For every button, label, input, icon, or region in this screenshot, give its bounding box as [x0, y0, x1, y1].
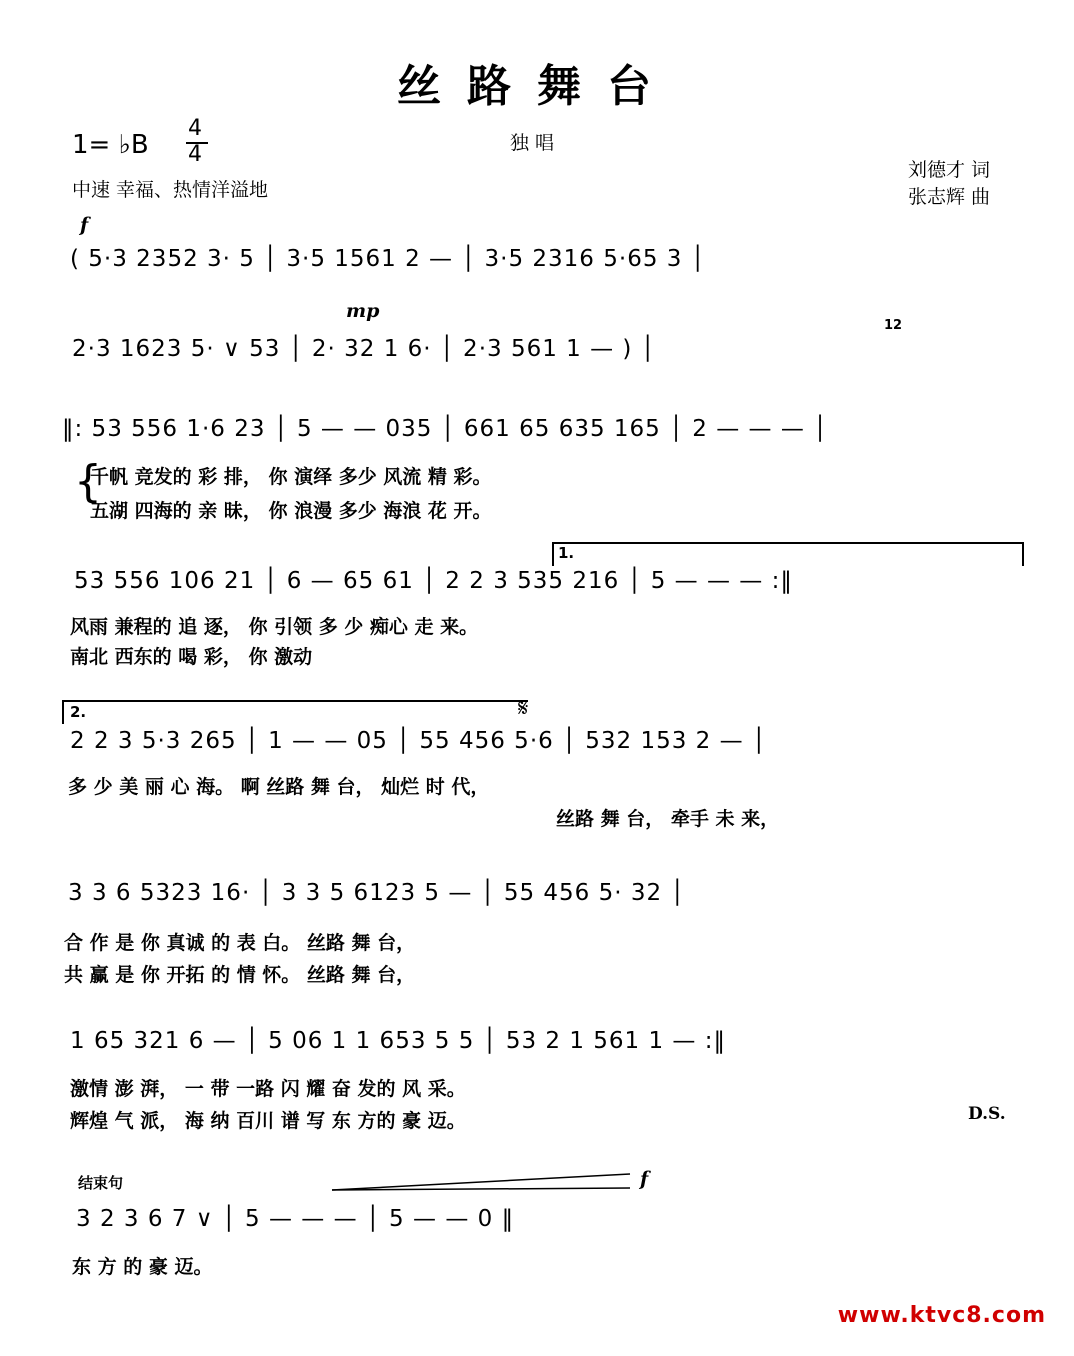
volta-bracket-2: [62, 700, 528, 724]
segno-sign: 𝄋: [518, 694, 529, 722]
lyrics-row-ending: 东 方 的 豪 迈。: [72, 1256, 213, 1278]
dynamic-forte: f: [80, 214, 89, 236]
lyrics-row-4-verse-1: 风雨 兼程的 追 逐， 你 引领 多 少 痴心 走 来。: [70, 616, 479, 638]
grace-notes: 12: [884, 318, 903, 333]
notation-row-1: ( 5·3 2352 3· 5 │ 3·5 1561 2 — │ 3·5 2316 5·65 3 │: [70, 246, 706, 272]
volta-bracket-1: [552, 542, 1024, 566]
ending-label: 结束句: [78, 1174, 124, 1192]
verse-brace: {: [74, 456, 102, 507]
lyrics-row-3-verse-2: 五湖 四海的 亲 昧， 你 浪漫 多少 海浪 花 开。: [90, 500, 492, 522]
right-watermark-strip: [1058, 0, 1072, 1356]
tempo-marking: 中速 幸福、热情洋溢地: [72, 179, 269, 201]
lyrics-row-5-verse-2: 丝路 舞 台， 牵手 未 来，: [556, 808, 780, 830]
lyrics-row-7-verse-1: 激情 澎 湃， 一 带 一路 闪 耀 奋 发的 风 采。: [70, 1078, 466, 1100]
notation-row-6: 3 3 6 5323 16· │ 3 3 5 6123 5 — │ 55 456 5· 32 │: [68, 880, 686, 906]
time-signature-bottom: 4: [188, 142, 202, 167]
volta-label-2: 2.: [70, 703, 87, 721]
notation-row-3: ‖: 53 556 1·6 23 │ 5 — — 035 │ 661 65 635 165 │ 2 — — — │: [62, 416, 829, 442]
key-signature: 1= ♭B: [72, 130, 149, 160]
page-title: 丝路舞台: [397, 61, 677, 112]
time-signature-top: 4: [188, 116, 202, 141]
dynamic-forte-ending: f: [640, 1168, 649, 1190]
volta-label-1: 1.: [558, 544, 575, 562]
performance-type: 独 唱: [510, 132, 555, 154]
notation-row-5: 2 2 3 5·3 265 │ 1 — — 05 │ 55 456 5·6 │ 532 153 2 — │: [70, 728, 767, 754]
notation-row-7: 1 65 321 6 — │ 5 06 1 1 653 5 5 │ 53 2 1 561 1 — :‖: [70, 1028, 726, 1054]
notation-row-2: 2·3 1623 5· ∨ 53 │ 2· 32 1 6· │ 2·3 561 1 — ) │: [72, 336, 656, 362]
lyrics-row-4-verse-2: 南北 西东的 喝 彩， 你 激动: [70, 646, 313, 668]
lyrics-row-3-verse-1: 千帆 竞发的 彩 排， 你 演绎 多少 风流 精 彩。: [90, 466, 492, 488]
site-watermark-logo: www.ktvc8.com: [837, 1303, 1046, 1328]
lyrics-row-6-verse-2: 共 赢 是 你 开拓 的 情 怀。 丝路 舞 台，: [64, 964, 416, 986]
notation-row-ending: 3 2 3 6 7 ∨ │ 5 — — — │ 5 — — 0 ‖: [76, 1206, 515, 1232]
notation-row-4: 53 556 106 21 │ 6 — 65 61 │ 2 2 3 535 216 │ 5 — — — :‖: [74, 568, 793, 594]
crescendo-hairpin: [330, 1170, 640, 1198]
composer-credit: 张志辉 曲: [908, 186, 991, 208]
lyricist-credit: 刘德才 词: [908, 159, 991, 181]
left-watermark-strip: [2, 0, 16, 1356]
lyrics-row-5-verse-1: 多 少 美 丽 心 海。 啊 丝路 舞 台， 灿烂 时 代，: [68, 776, 490, 798]
dal-segno-mark: D.S.: [968, 1104, 1006, 1124]
dynamic-mezzo-piano: mp: [346, 300, 380, 322]
lyrics-row-6-verse-1: 合 作 是 你 真诚 的 表 白。 丝路 舞 台，: [64, 932, 416, 954]
lyrics-row-7-verse-2: 辉煌 气 派， 海 纳 百川 谱 写 东 方的 豪 迈。: [70, 1110, 466, 1132]
